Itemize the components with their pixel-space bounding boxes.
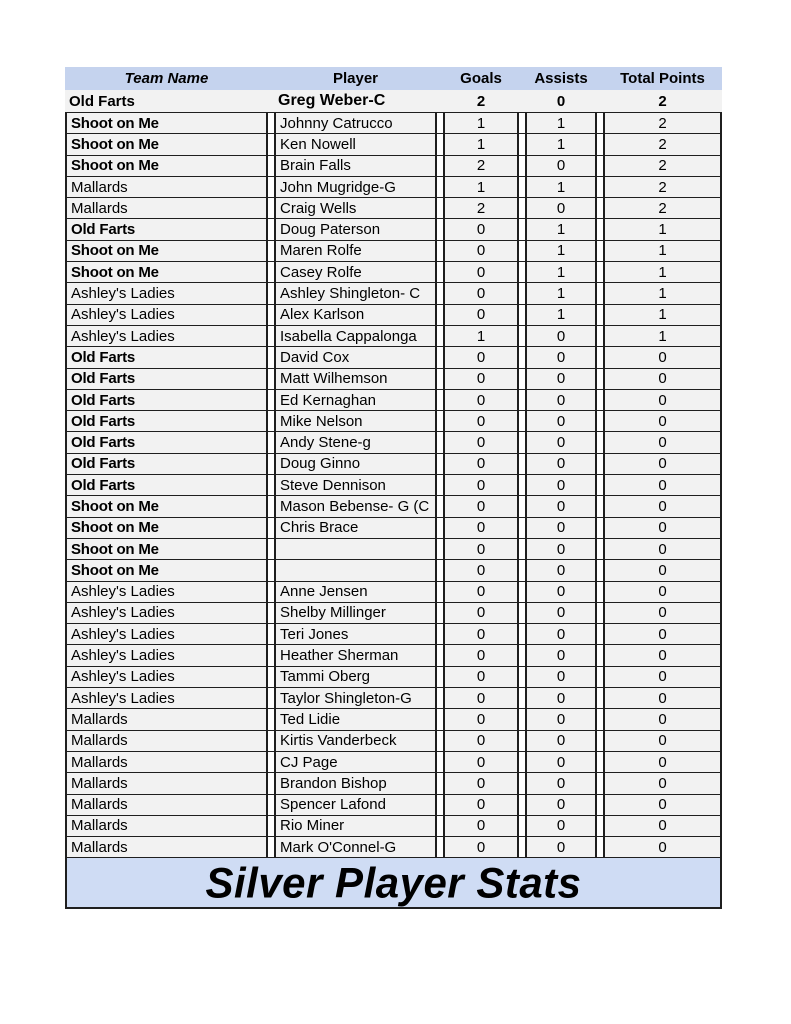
cell-assists: 0 — [525, 582, 597, 602]
cell-player: Doug Ginno — [274, 454, 437, 474]
cell-player: Steve Dennison — [274, 475, 437, 495]
cell-player: Doug Paterson — [274, 219, 437, 239]
cell-total-points: 0 — [603, 454, 722, 474]
cell-goals: 0 — [443, 603, 519, 623]
cell-goals: 1 — [443, 177, 519, 197]
cell-goals: 0 — [443, 518, 519, 538]
cell-total-points: 0 — [603, 731, 722, 751]
cell-player: Isabella Cappalonga — [274, 326, 437, 346]
cell-assists: 0 — [525, 347, 597, 367]
cell-goals: 0 — [443, 560, 519, 580]
featured-row — [65, 90, 722, 112]
cell-total-points: 0 — [603, 390, 722, 410]
cell-total-points: 0 — [603, 369, 722, 389]
table-row — [65, 772, 722, 793]
cell-player: Anne Jensen — [274, 582, 437, 602]
cell-team: Old Farts — [65, 390, 268, 410]
cell-total-points: 1 — [603, 241, 722, 261]
cell-goals: 2 — [476, 92, 486, 110]
cell-team: Ashley's Ladies — [65, 305, 268, 325]
table-row — [65, 155, 722, 176]
cell-assists: 1 — [525, 283, 597, 303]
cell-player: Craig Wells — [274, 198, 437, 218]
table-row — [65, 666, 722, 687]
cell-player: John Mugridge-G — [274, 177, 437, 197]
cell-total-points: 0 — [603, 432, 722, 452]
cell-team: Old Farts — [65, 219, 268, 239]
cell-team: Old Farts — [65, 432, 268, 452]
cell-team: Shoot on Me — [65, 241, 268, 261]
cell-goals: 0 — [443, 624, 519, 644]
cell-assists: 0 — [525, 773, 597, 793]
cell-team: Shoot on Me — [65, 496, 268, 516]
cell-player: Kirtis Vanderbeck — [274, 731, 437, 751]
cell-total-points: 0 — [603, 773, 722, 793]
table-row — [65, 368, 722, 389]
cell-total-points: 0 — [603, 624, 722, 644]
cell-assists: 0 — [525, 390, 597, 410]
table-row — [65, 346, 722, 367]
cell-goals: 0 — [443, 667, 519, 687]
cell-assists: 1 — [525, 113, 597, 133]
cell-goals: 2 — [443, 198, 519, 218]
cell-goals: 0 — [443, 731, 519, 751]
cell-assists: 0 — [525, 624, 597, 644]
cell-team: Ashley's Ladies — [65, 326, 268, 346]
cell-goals: 1 — [443, 326, 519, 346]
table-row — [65, 644, 722, 665]
cell-assists: 0 — [525, 816, 597, 836]
cell-total-points: 2 — [603, 134, 722, 154]
cell-goals: 0 — [443, 262, 519, 282]
cell-assists: 0 — [525, 560, 597, 580]
cell-total-points: 0 — [603, 560, 722, 580]
cell-total-points: 0 — [603, 603, 722, 623]
player-stats-table — [65, 67, 722, 909]
cell-assists: 0 — [525, 475, 597, 495]
cell-goals: 0 — [443, 816, 519, 836]
table-row — [65, 112, 722, 133]
cell-player: Ted Lidie — [274, 709, 437, 729]
table-row — [65, 261, 722, 282]
cell-team: Shoot on Me — [65, 262, 268, 282]
cell-assists: 1 — [525, 134, 597, 154]
cell-goals: 0 — [443, 709, 519, 729]
table-row — [65, 453, 722, 474]
table-body — [65, 112, 722, 857]
table-row — [65, 431, 722, 452]
table-row — [65, 495, 722, 516]
cell-goals: 0 — [443, 475, 519, 495]
table-row — [65, 708, 722, 729]
cell-team: Ashley's Ladies — [65, 603, 268, 623]
cell-total-points: 0 — [603, 709, 722, 729]
cell-player: Heather Sherman — [274, 645, 437, 665]
table-header-row — [65, 67, 722, 90]
cell-goals: 0 — [443, 390, 519, 410]
cell-team: Mallards — [65, 709, 268, 729]
cell-player: Teri Jones — [274, 624, 437, 644]
cell-assists: 1 — [525, 305, 597, 325]
cell-player: David Cox — [274, 347, 437, 367]
cell-goals: 0 — [443, 219, 519, 239]
cell-team: Mallards — [65, 816, 268, 836]
table-row — [65, 218, 722, 239]
cell-player: Matt Wilhemson — [274, 369, 437, 389]
cell-total-points: 0 — [603, 688, 722, 708]
cell-team: Mallards — [65, 198, 268, 218]
cell-player: Mark O'Connel-G — [274, 837, 437, 857]
cell-player: Casey Rolfe — [274, 262, 437, 282]
cell-assists: 1 — [525, 177, 597, 197]
cell-team: Old Farts — [65, 347, 268, 367]
cell-player: Maren Rolfe — [274, 241, 437, 261]
cell-player: Ken Nowell — [274, 134, 437, 154]
cell-total-points: 2 — [603, 198, 722, 218]
cell-total-points: 1 — [603, 283, 722, 303]
cell-assists: 0 — [556, 92, 566, 110]
column-header-player: Player — [332, 70, 379, 87]
cell-goals: 0 — [443, 305, 519, 325]
cell-player: Mason Bebense- G (C — [274, 496, 437, 516]
cell-player: Alex Karlson — [274, 305, 437, 325]
cell-assists: 0 — [525, 411, 597, 431]
cell-team: Mallards — [65, 731, 268, 751]
cell-team: Ashley's Ladies — [65, 688, 268, 708]
cell-assists: 0 — [525, 432, 597, 452]
cell-total-points: 0 — [603, 837, 722, 857]
cell-assists: 0 — [525, 645, 597, 665]
cell-team: Shoot on Me — [65, 156, 268, 176]
table-row — [65, 240, 722, 261]
table-row — [65, 836, 722, 857]
table-row — [65, 815, 722, 836]
column-header-assists: Assists — [534, 70, 588, 87]
cell-team: Shoot on Me — [65, 134, 268, 154]
cell-goals: 0 — [443, 752, 519, 772]
cell-goals: 0 — [443, 347, 519, 367]
cell-total-points: 2 — [603, 177, 722, 197]
cell-player: Ed Kernaghan — [274, 390, 437, 410]
cell-assists: 0 — [525, 752, 597, 772]
cell-goals: 0 — [443, 369, 519, 389]
table-row — [65, 623, 722, 644]
cell-assists: 0 — [525, 688, 597, 708]
cell-player: Andy Stene-g — [274, 432, 437, 452]
cell-player: Tammi Oberg — [274, 667, 437, 687]
cell-assists: 0 — [525, 496, 597, 516]
table-row — [65, 176, 722, 197]
cell-player: Chris Brace — [274, 518, 437, 538]
table-row — [65, 325, 722, 346]
cell-team: Old Farts — [65, 475, 268, 495]
cell-team: Shoot on Me — [65, 113, 268, 133]
cell-total-points: 0 — [603, 582, 722, 602]
cell-player: Johnny Catrucco — [274, 113, 437, 133]
cell-player — [274, 560, 437, 580]
cell-goals: 0 — [443, 241, 519, 261]
cell-assists: 0 — [525, 454, 597, 474]
cell-assists: 0 — [525, 156, 597, 176]
cell-total-points: 1 — [603, 219, 722, 239]
cell-team: Mallards — [65, 773, 268, 793]
cell-assists: 0 — [525, 731, 597, 751]
cell-team: Ashley's Ladies — [65, 582, 268, 602]
cell-player: Greg Weber-C — [278, 92, 386, 109]
cell-team: Shoot on Me — [65, 560, 268, 580]
cell-total-points: 0 — [603, 411, 722, 431]
cell-assists: 0 — [525, 667, 597, 687]
table-row — [65, 197, 722, 218]
cell-total-points: 2 — [658, 92, 667, 110]
cell-player: Mike Nelson — [274, 411, 437, 431]
cell-team: Mallards — [65, 177, 268, 197]
cell-team: Shoot on Me — [65, 539, 268, 559]
cell-player: Brandon Bishop — [274, 773, 437, 793]
cell-goals: 0 — [443, 795, 519, 815]
cell-assists: 1 — [525, 241, 597, 261]
cell-player: CJ Page — [274, 752, 437, 772]
cell-assists: 0 — [525, 326, 597, 346]
cell-total-points: 0 — [603, 667, 722, 687]
sheet-title: Silver Player Stats — [205, 858, 582, 907]
cell-total-points: 0 — [603, 539, 722, 559]
table-row — [65, 282, 722, 303]
cell-player — [274, 539, 437, 559]
cell-player: Shelby Millinger — [274, 603, 437, 623]
table-row — [65, 794, 722, 815]
cell-goals: 0 — [443, 411, 519, 431]
cell-goals: 1 — [443, 113, 519, 133]
cell-assists: 0 — [525, 603, 597, 623]
table-row — [65, 730, 722, 751]
cell-total-points: 0 — [603, 795, 722, 815]
table-row — [65, 538, 722, 559]
cell-player: Spencer Lafond — [274, 795, 437, 815]
cell-team: Old Farts — [65, 369, 268, 389]
cell-team: Old Farts — [65, 454, 268, 474]
table-row — [65, 602, 722, 623]
cell-assists: 1 — [525, 219, 597, 239]
column-header-goals: Goals — [460, 70, 502, 87]
cell-assists: 0 — [525, 518, 597, 538]
cell-total-points: 0 — [603, 475, 722, 495]
cell-goals: 0 — [443, 645, 519, 665]
cell-team: Old Farts — [65, 411, 268, 431]
cell-team: Mallards — [65, 837, 268, 857]
cell-team: Mallards — [65, 752, 268, 772]
cell-player: Taylor Shingleton-G — [274, 688, 437, 708]
cell-team: Old Farts — [69, 92, 135, 110]
cell-total-points: 1 — [603, 262, 722, 282]
column-header-team-name: Team Name — [124, 70, 209, 87]
table-row — [65, 410, 722, 431]
cell-total-points: 0 — [603, 496, 722, 516]
cell-assists: 0 — [525, 709, 597, 729]
cell-player: Ashley Shingleton- C — [274, 283, 437, 303]
cell-total-points: 0 — [603, 752, 722, 772]
footer-banner — [65, 857, 722, 909]
cell-goals: 0 — [443, 539, 519, 559]
cell-assists: 0 — [525, 539, 597, 559]
table-row — [65, 133, 722, 154]
table-row — [65, 389, 722, 410]
table-row — [65, 581, 722, 602]
cell-total-points: 0 — [603, 518, 722, 538]
cell-goals: 0 — [443, 496, 519, 516]
cell-team: Ashley's Ladies — [65, 283, 268, 303]
table-row — [65, 304, 722, 325]
cell-assists: 0 — [525, 369, 597, 389]
cell-goals: 0 — [443, 688, 519, 708]
cell-assists: 0 — [525, 795, 597, 815]
table-row — [65, 751, 722, 772]
cell-total-points: 1 — [603, 326, 722, 346]
cell-player: Brain Falls — [274, 156, 437, 176]
cell-total-points: 0 — [603, 816, 722, 836]
table-row — [65, 559, 722, 580]
cell-team: Shoot on Me — [65, 518, 268, 538]
cell-goals: 0 — [443, 283, 519, 303]
cell-assists: 0 — [525, 198, 597, 218]
table-row — [65, 474, 722, 495]
cell-total-points: 1 — [603, 305, 722, 325]
cell-goals: 0 — [443, 454, 519, 474]
cell-total-points: 2 — [603, 113, 722, 133]
cell-assists: 1 — [525, 262, 597, 282]
cell-total-points: 0 — [603, 645, 722, 665]
cell-goals: 0 — [443, 582, 519, 602]
cell-total-points: 2 — [603, 156, 722, 176]
column-header-total-points: Total Points — [620, 70, 705, 87]
table-row — [65, 687, 722, 708]
cell-team: Ashley's Ladies — [65, 667, 268, 687]
cell-goals: 0 — [443, 432, 519, 452]
cell-assists: 0 — [525, 837, 597, 857]
cell-team: Ashley's Ladies — [65, 645, 268, 665]
cell-team: Mallards — [65, 795, 268, 815]
table-row — [65, 517, 722, 538]
cell-goals: 2 — [443, 156, 519, 176]
cell-goals: 0 — [443, 773, 519, 793]
cell-team: Ashley's Ladies — [65, 624, 268, 644]
cell-goals: 0 — [443, 837, 519, 857]
cell-player: Rio Miner — [274, 816, 437, 836]
cell-goals: 1 — [443, 134, 519, 154]
cell-total-points: 0 — [603, 347, 722, 367]
